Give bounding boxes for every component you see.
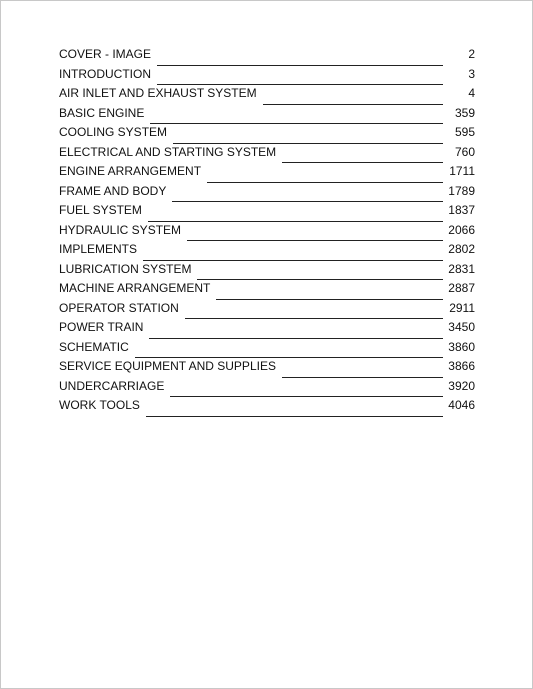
toc-leader-line <box>185 299 443 319</box>
toc-entry-page: 2 <box>468 47 475 61</box>
toc-entry-page: 2911 <box>449 300 475 315</box>
toc-leader-line <box>170 377 443 397</box>
toc-entry-introduction[interactable] <box>59 65 475 85</box>
toc-entry-title: FRAME AND BODY <box>59 183 167 198</box>
toc-leader-line <box>157 65 443 85</box>
toc-leader-line <box>172 182 443 202</box>
toc-entry-operator-station[interactable] <box>59 299 475 319</box>
toc-entry-cooling-system[interactable] <box>59 123 475 143</box>
toc-entry-title: AIR INLET AND EXHAUST SYSTEM <box>59 86 257 100</box>
toc-leader-line <box>173 123 443 143</box>
toc-leader-line <box>146 396 443 416</box>
toc-entry-power-train[interactable] <box>59 318 475 338</box>
toc-leader-line <box>207 162 443 182</box>
toc-entry-page: 1711 <box>449 164 475 178</box>
toc-entry-machine-arrangement[interactable] <box>59 279 475 299</box>
toc-entry-title: SERVICE EQUIPMENT AND SUPPLIES <box>59 359 276 373</box>
toc-entry-title: COOLING SYSTEM <box>59 125 168 139</box>
toc-leader-line <box>150 104 443 124</box>
toc-entry-title: MACHINE ARRANGEMENT <box>59 281 211 295</box>
toc-entry-fuel-system[interactable] <box>59 201 475 221</box>
toc-entry-page: 2066 <box>448 222 475 237</box>
toc-leader-line <box>157 45 443 65</box>
toc-entry-title: ENGINE ARRANGEMENT <box>59 164 202 178</box>
toc-entry-page: 3920 <box>448 378 475 393</box>
toc-leader-line <box>148 201 443 221</box>
toc-entry-page: 760 <box>454 144 475 159</box>
toc-leader-line <box>263 84 443 104</box>
toc-entry-page: 1789 <box>448 183 475 198</box>
toc-entry-schematic[interactable] <box>59 338 475 358</box>
toc-entry-frame-and-body[interactable] <box>59 182 475 202</box>
toc-entry-page: 1837 <box>448 203 475 217</box>
toc-entry-title: POWER TRAIN <box>59 320 144 334</box>
toc-entry-title: FUEL SYSTEM <box>59 203 142 217</box>
toc-entry-title: UNDERCARRIAGE <box>59 378 165 393</box>
toc-entry-page: 595 <box>454 125 475 139</box>
toc-entry-title: INTRODUCTION <box>59 66 151 81</box>
toc-leader-line <box>187 221 443 241</box>
toc-entry-title: OPERATOR STATION <box>59 300 179 315</box>
toc-entry-work-tools[interactable] <box>59 396 475 416</box>
toc-entry-page: 3 <box>468 66 475 81</box>
toc-entry-engine-arrangement[interactable] <box>59 162 475 182</box>
toc-entry-title: BASIC ENGINE <box>59 105 145 120</box>
toc-entry-electrical-and-starting-system[interactable] <box>59 143 475 163</box>
toc-entry-title: ELECTRICAL AND STARTING SYSTEM <box>59 144 277 159</box>
toc-leader-line <box>282 143 443 163</box>
toc-leader-line <box>149 318 443 338</box>
toc-entry-page: 3866 <box>448 359 475 373</box>
toc-entry-page: 2831 <box>448 261 475 276</box>
table-of-contents <box>59 45 475 416</box>
toc-entry-service-equipment-and-supplies[interactable] <box>59 357 475 377</box>
toc-entry-page: 3450 <box>448 320 475 334</box>
toc-entry-basic-engine[interactable] <box>59 104 475 124</box>
toc-entry-page: 3860 <box>448 339 475 354</box>
toc-entry-title: IMPLEMENTS <box>59 242 138 256</box>
toc-leader-line <box>143 240 443 260</box>
toc-entry-undercarriage[interactable] <box>59 377 475 397</box>
toc-entry-page: 359 <box>454 105 475 120</box>
toc-leader-line <box>197 260 443 280</box>
toc-leader-line <box>135 338 443 358</box>
toc-leader-line <box>216 279 443 299</box>
toc-entry-title: COVER - IMAGE <box>59 47 152 61</box>
toc-entry-hydraulic-system[interactable] <box>59 221 475 241</box>
toc-entry-title: LUBRICATION SYSTEM <box>59 261 192 276</box>
toc-entry-page: 4046 <box>448 398 475 412</box>
toc-leader-line <box>282 357 443 377</box>
toc-entry-cover-image[interactable] <box>59 45 475 65</box>
toc-entry-title: HYDRAULIC SYSTEM <box>59 222 182 237</box>
toc-entry-page: 4 <box>468 86 475 100</box>
toc-entry-lubrication-system[interactable] <box>59 260 475 280</box>
toc-entry-air-inlet-and-exhaust-system[interactable] <box>59 84 475 104</box>
toc-entry-implements[interactable] <box>59 240 475 260</box>
toc-entry-title: SCHEMATIC <box>59 339 129 354</box>
toc-entry-page: 2887 <box>448 281 475 295</box>
toc-entry-page: 2802 <box>448 242 475 256</box>
toc-entry-title: WORK TOOLS <box>59 398 140 412</box>
